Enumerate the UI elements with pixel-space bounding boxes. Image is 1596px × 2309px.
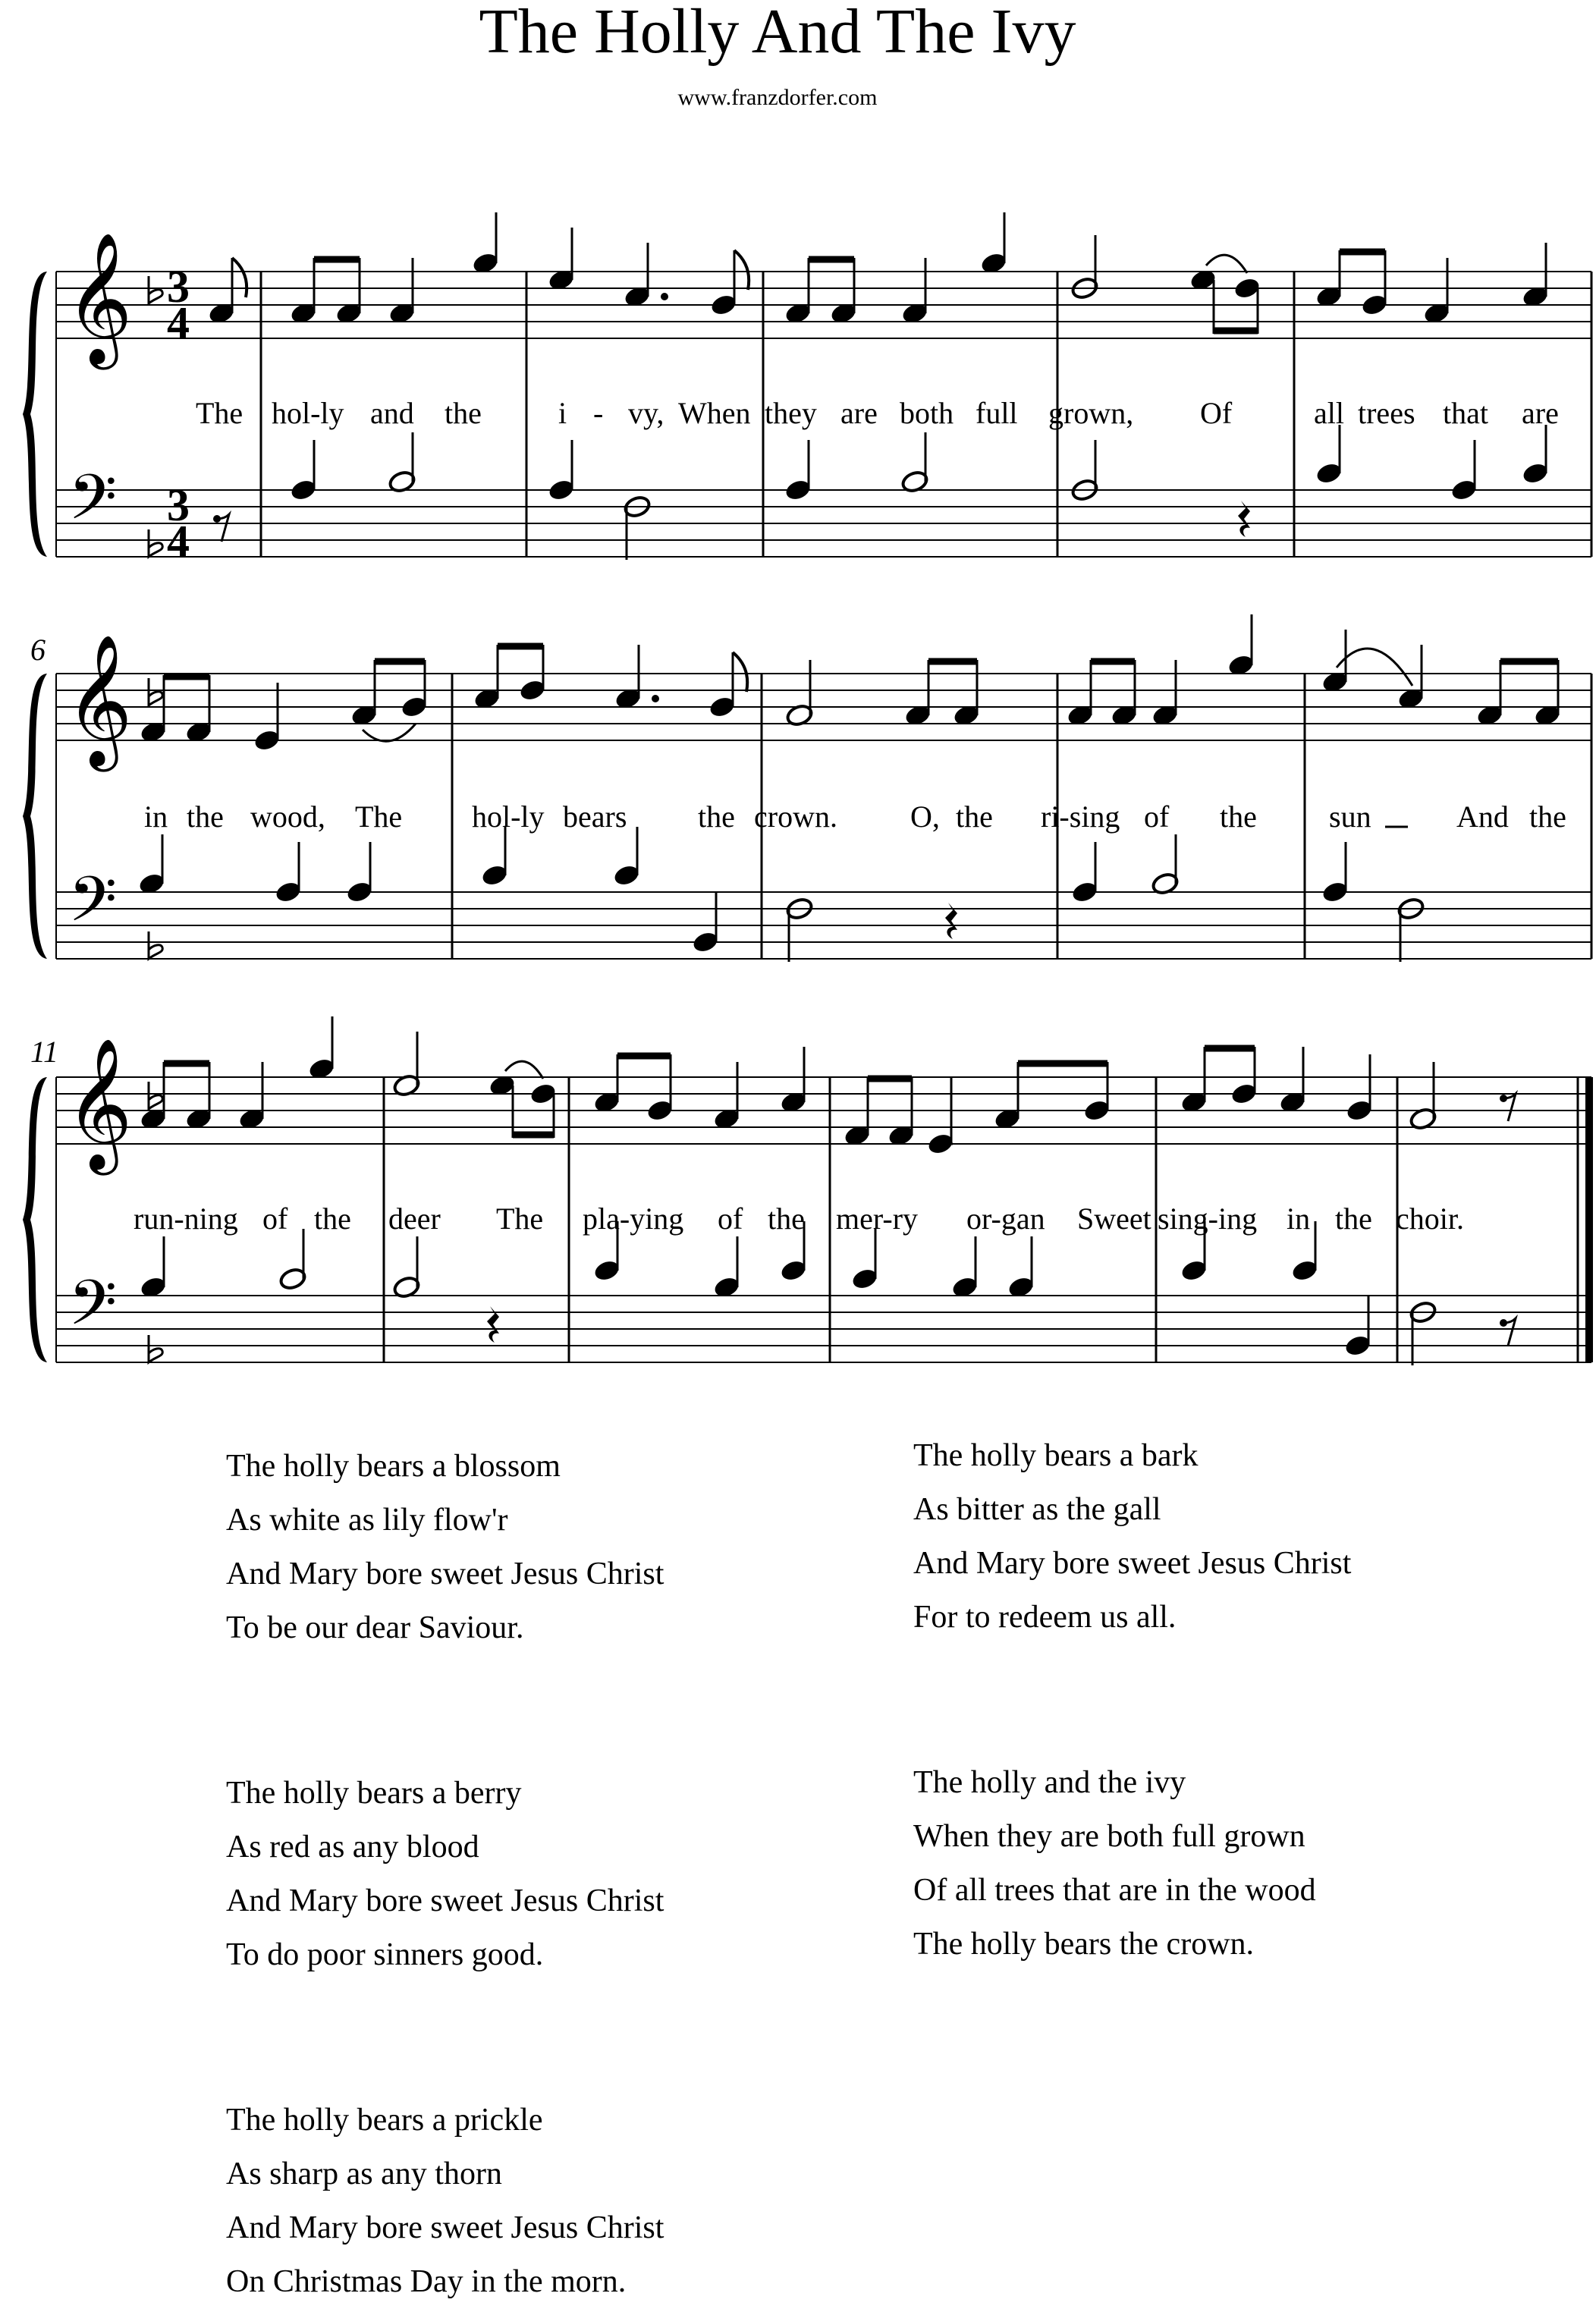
svg-text:-: - [593,396,604,430]
verse-line: For to redeem us all. [913,1600,1177,1635]
verse-line: The holly bears the crown. [913,1927,1255,1962]
svg-text:crown.: crown. [754,800,837,834]
verse-line: When they are both full grown [913,1819,1305,1854]
svg-text:the: the [698,800,735,834]
bass-clef-icon: 𝄢 [68,1266,118,1355]
svg-text:both: both [900,396,954,430]
verse-block [226,2094,664,2309]
svg-text:wood,: wood, [250,800,325,834]
svg-text:choir.: choir. [1396,1202,1464,1236]
svg-text:mer-ry: mer-ry [836,1202,919,1236]
svg-text:O,: O, [910,800,940,834]
svg-text:sing-ing: sing-ing [1158,1202,1258,1236]
brace [23,272,47,557]
svg-text:the: the [1220,800,1257,834]
bass-clef-icon: 𝄢 [68,862,118,951]
time-sig-top: 3 [167,480,190,530]
song-title: The Holly And The Ivy [479,0,1076,67]
measure-number: 11 [30,1035,59,1069]
svg-text:trees: trees [1358,396,1415,430]
system-1 [23,212,1591,567]
svg-text:the: the [956,800,993,834]
svg-text:ri-sing: ri-sing [1041,800,1120,834]
flat-icon [149,276,162,303]
svg-text:the: the [1335,1202,1372,1236]
svg-text:of: of [1144,800,1170,834]
melody-notes [207,212,1550,334]
verse-line: Of all trees that are in the wood [913,1873,1316,1908]
svg-text:the: the [314,1202,351,1236]
svg-text:that: that [1443,396,1488,430]
website-credit: www.franzdorfer.com [677,85,878,110]
svg-text:grown,: grown, [1048,396,1134,430]
treble-clef-icon: 𝄞 [65,1038,133,1170]
svg-text:When: When [678,396,751,430]
svg-text:Of: Of [1200,396,1233,430]
svg-text:Sweet: Sweet [1077,1202,1151,1236]
svg-text:in: in [144,800,168,834]
measure-number: 6 [30,633,46,667]
verse-line: The holly bears a prickle [226,2103,543,2138]
bass-staff [56,892,1591,959]
svg-text:are: are [1522,396,1559,430]
flat-icon [149,931,162,959]
verse-line: As bitter as the gall [913,1492,1161,1527]
svg-text:and: and [370,396,414,430]
verse-block [226,1440,664,1655]
treble-staff [56,674,1591,740]
verse-line: The holly and the ivy [913,1765,1186,1800]
svg-text:deer: deer [388,1202,441,1236]
svg-text:full: full [976,396,1018,430]
lyrics-row [134,1202,1464,1236]
verse-line: As red as any blood [226,1830,479,1864]
svg-text:the: the [1529,800,1566,834]
svg-text:bears: bears [563,800,627,834]
bass-notes [139,1221,1516,1365]
svg-text:The: The [496,1202,544,1236]
svg-text:And: And [1456,800,1509,834]
brace [23,674,47,959]
svg-text:in: in [1287,1202,1311,1236]
verse-line: To do poor sinners good. [226,1937,544,1972]
svg-text:sun: sun [1329,800,1371,834]
system-2 [23,614,1591,962]
treble-clef-icon: 𝄞 [65,634,133,766]
verse-block [913,1756,1316,1971]
verse-line: And Mary bore sweet Jesus Christ [913,1546,1352,1581]
svg-text:The: The [355,800,403,834]
svg-text:the: the [187,800,224,834]
verse-line: To be our dear Saviour. [226,1610,524,1645]
svg-text:pla-ying: pla-ying [583,1202,684,1236]
melody-notes [139,614,1562,752]
svg-text:they: they [765,396,817,430]
brace [23,1077,47,1362]
time-sig-top: 3 [167,262,190,312]
verse-line: And Mary bore sweet Jesus Christ [226,1557,664,1591]
svg-text:hol-ly: hol-ly [272,396,344,430]
bass-staff [56,490,1591,557]
flat-icon [149,678,162,705]
flat-icon [149,1335,162,1362]
final-barline [1585,1077,1593,1362]
verse-line: And Mary bore sweet Jesus Christ [226,1883,664,1918]
verse-line: As sharp as any thorn [226,2157,502,2191]
treble-staff [56,272,1591,338]
svg-text:are: are [840,396,878,430]
treble-clef-icon: 𝄞 [65,232,133,364]
bass-clef-icon: 𝄢 [68,460,118,549]
svg-text:or-gan: or-gan [966,1202,1045,1236]
verse-line: The holly bears a blossom [226,1449,561,1484]
svg-text:hol-ly: hol-ly [472,800,545,834]
verse-line: The holly bears a bark [913,1438,1199,1473]
svg-text:the: the [768,1202,805,1236]
verse-line: As white as lily flow'r [226,1503,508,1538]
time-sig-bottom: 4 [167,517,190,567]
verse-block [226,1767,664,1982]
verse-line: And Mary bore sweet Jesus Christ [226,2210,664,2245]
svg-text:run-ning: run-ning [134,1202,238,1236]
melody-notes [139,1016,1516,1156]
flat-icon [149,1082,162,1109]
svg-text:all: all [1314,396,1344,430]
svg-text:of: of [262,1202,288,1236]
verse-line: The holly bears a berry [226,1776,522,1811]
svg-text:The: The [196,396,243,430]
flat-icon [149,529,162,557]
lyrics-row [144,800,1566,834]
time-sig-bottom: 4 [167,298,190,348]
svg-text:of: of [718,1202,743,1236]
verse-line: On Christmas Day in the morn. [226,2264,627,2299]
system-3 [23,1016,1593,1365]
svg-text:the: the [445,396,482,430]
lyrics-row [196,396,1559,430]
svg-text:vy,: vy, [628,396,664,430]
svg-text:i: i [558,396,567,430]
verse-block [913,1429,1351,1645]
